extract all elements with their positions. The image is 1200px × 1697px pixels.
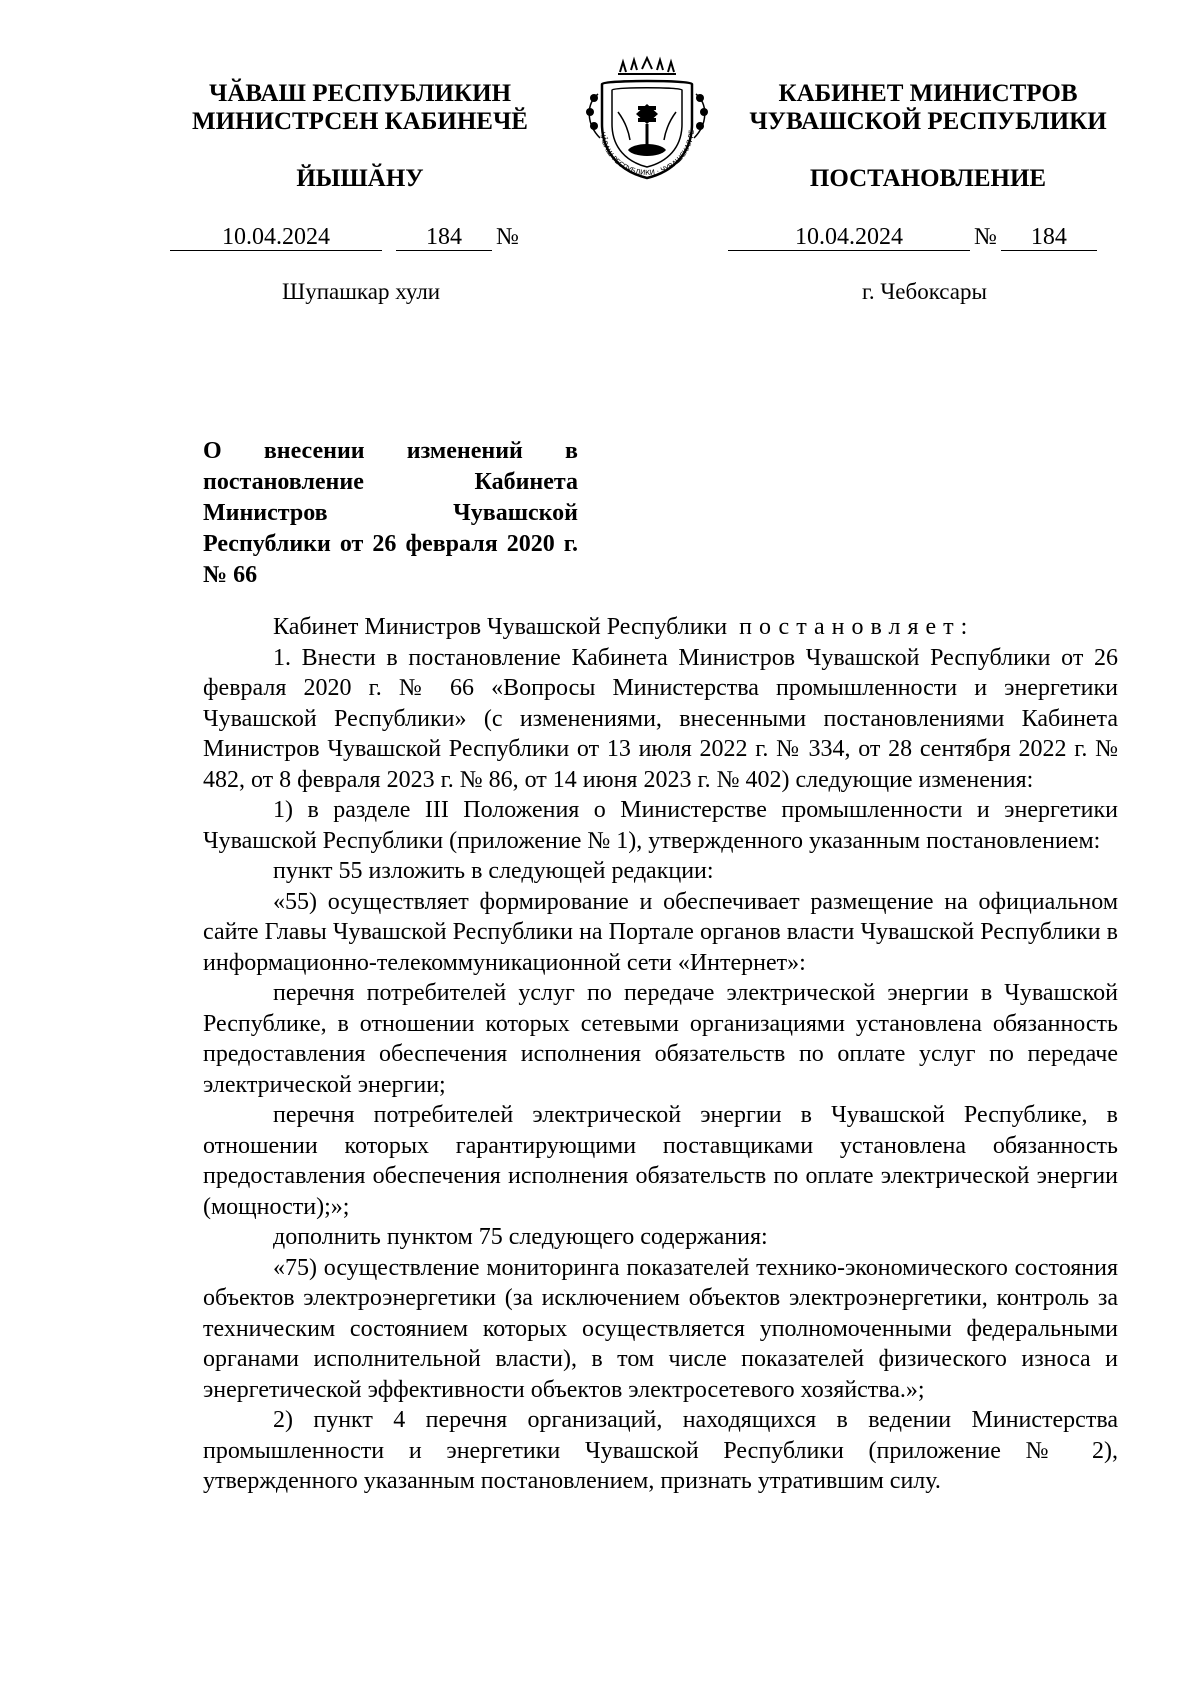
header-right-line1: КАБИНЕТ МИНИСТРОВ bbox=[778, 80, 1078, 107]
body-paragraph: 1) в разделе III Положения о Министерстве промышленности и энергетики Чувашской Республики (приложение № 1), утвержденного указанным постановлением: bbox=[203, 797, 1118, 854]
body-paragraph: перечня потребителей услуг по передаче электрической энергии в Чувашской Республике, в отношении которых сетевыми организациями установлена обязанность предоставления обеспечения исполнения обязательств по оплате услуг по передаче электрической энергии; bbox=[203, 980, 1118, 1098]
intro-subject: Кабинет Министров Чувашской Республики bbox=[273, 614, 728, 640]
left-number: 184 bbox=[396, 224, 492, 251]
header-right-line2: ЧУВАШСКОЙ РЕСПУБЛИКИ bbox=[749, 108, 1107, 135]
body-paragraph: пункт 55 изложить в следующей редакции: bbox=[273, 858, 714, 884]
header-right-doc-type: ПОСТАНОВЛЕНИЕ bbox=[809, 165, 1047, 192]
document-title: О внесении изменений в постановление Кабинета Министров Чувашской Республики от 26 февраля 2020 г. № 66 bbox=[203, 438, 578, 588]
header-left-doc-type: ЙЫШӐНУ bbox=[296, 165, 424, 192]
right-date: 10.04.2024 bbox=[728, 224, 970, 251]
intro-verb: постановляет: bbox=[739, 614, 975, 640]
right-city: г. Чебоксары bbox=[862, 279, 987, 304]
left-number-sign: № bbox=[496, 224, 519, 250]
right-number-sign: № bbox=[974, 224, 997, 250]
header-left-line2: МИНИСТРСЕН КАБИНЕЧӖ bbox=[192, 108, 528, 135]
chuvash-coat-of-arms-icon bbox=[572, 54, 722, 184]
body-paragraph: дополнить пунктом 75 следующего содержания: bbox=[273, 1224, 768, 1250]
body-paragraph: «55) осуществляет формирование и обеспечивает размещение на официальном сайте Главы Чувашской Республики на Портале органов власти Чувашской Республики в информационно-телекоммуникационной сети «Интернет»: bbox=[203, 888, 1118, 976]
left-date: 10.04.2024 bbox=[170, 224, 382, 251]
header-left-line1: ЧӐВАШ РЕСПУБЛИКИН bbox=[208, 80, 512, 107]
body-intro bbox=[203, 612, 1118, 643]
left-registration-line bbox=[170, 222, 523, 252]
header-left-org bbox=[170, 80, 550, 136]
body-paragraph: 2) пункт 4 перечня организаций, находящихся в ведении Министерства промышленности и энергетики Чувашской Республики (приложение № 2), утвержденного указанным постановлением, признать утратившим силу. bbox=[203, 1407, 1118, 1494]
right-registration-line bbox=[728, 222, 1097, 252]
body-paragraph: «75) осуществление мониторинга показателей технико-экономического состояния объектов электроэнергетики (за исключением объектов электроэнергетики, контроль за техническим состоянием которых осуществляется уполномоченными федеральными органами исполнительной власти), в том числе показателей физического износа и энергетической эффективности объектов электросетевого хозяйства.»; bbox=[203, 1254, 1118, 1403]
left-city: Шупашкар хули bbox=[282, 279, 441, 304]
body-paragraph: перечня потребителей электрической энергии в Чувашской Республике, в отношении которых гарантирующими поставщиками установлена обязанность предоставления обеспечения исполнения обязательств по оплате электрической энергии (мощности);»; bbox=[203, 1102, 1118, 1220]
document-body bbox=[203, 612, 1118, 1497]
header-right-org bbox=[718, 80, 1138, 136]
body-paragraph: 1. Внести в постановление Кабинета Министров Чувашской Республики от 26 февраля 2020 г. № 66 «Вопросы Министерства промышленности и энергетики Чувашской Республики» (с изменениями, внесенными постановлениями Кабинета Министров Чувашской Республики от 13 июля 2022 г. № 334, от 28 сентября 2022 г. № 482, от 8 февраля 2023 г. № 86, от 14 июня 2023 г. № 402) следующие изменения: bbox=[203, 644, 1118, 793]
svg-text:ЧĂВАШ РЕСПУБЛИКИ · ЧУВАШСКАЯ Р: ЧĂВАШ РЕСПУБЛИКИ · ЧУВАШСКАЯ РЕ bbox=[598, 129, 697, 178]
right-number: 184 bbox=[1001, 224, 1097, 251]
